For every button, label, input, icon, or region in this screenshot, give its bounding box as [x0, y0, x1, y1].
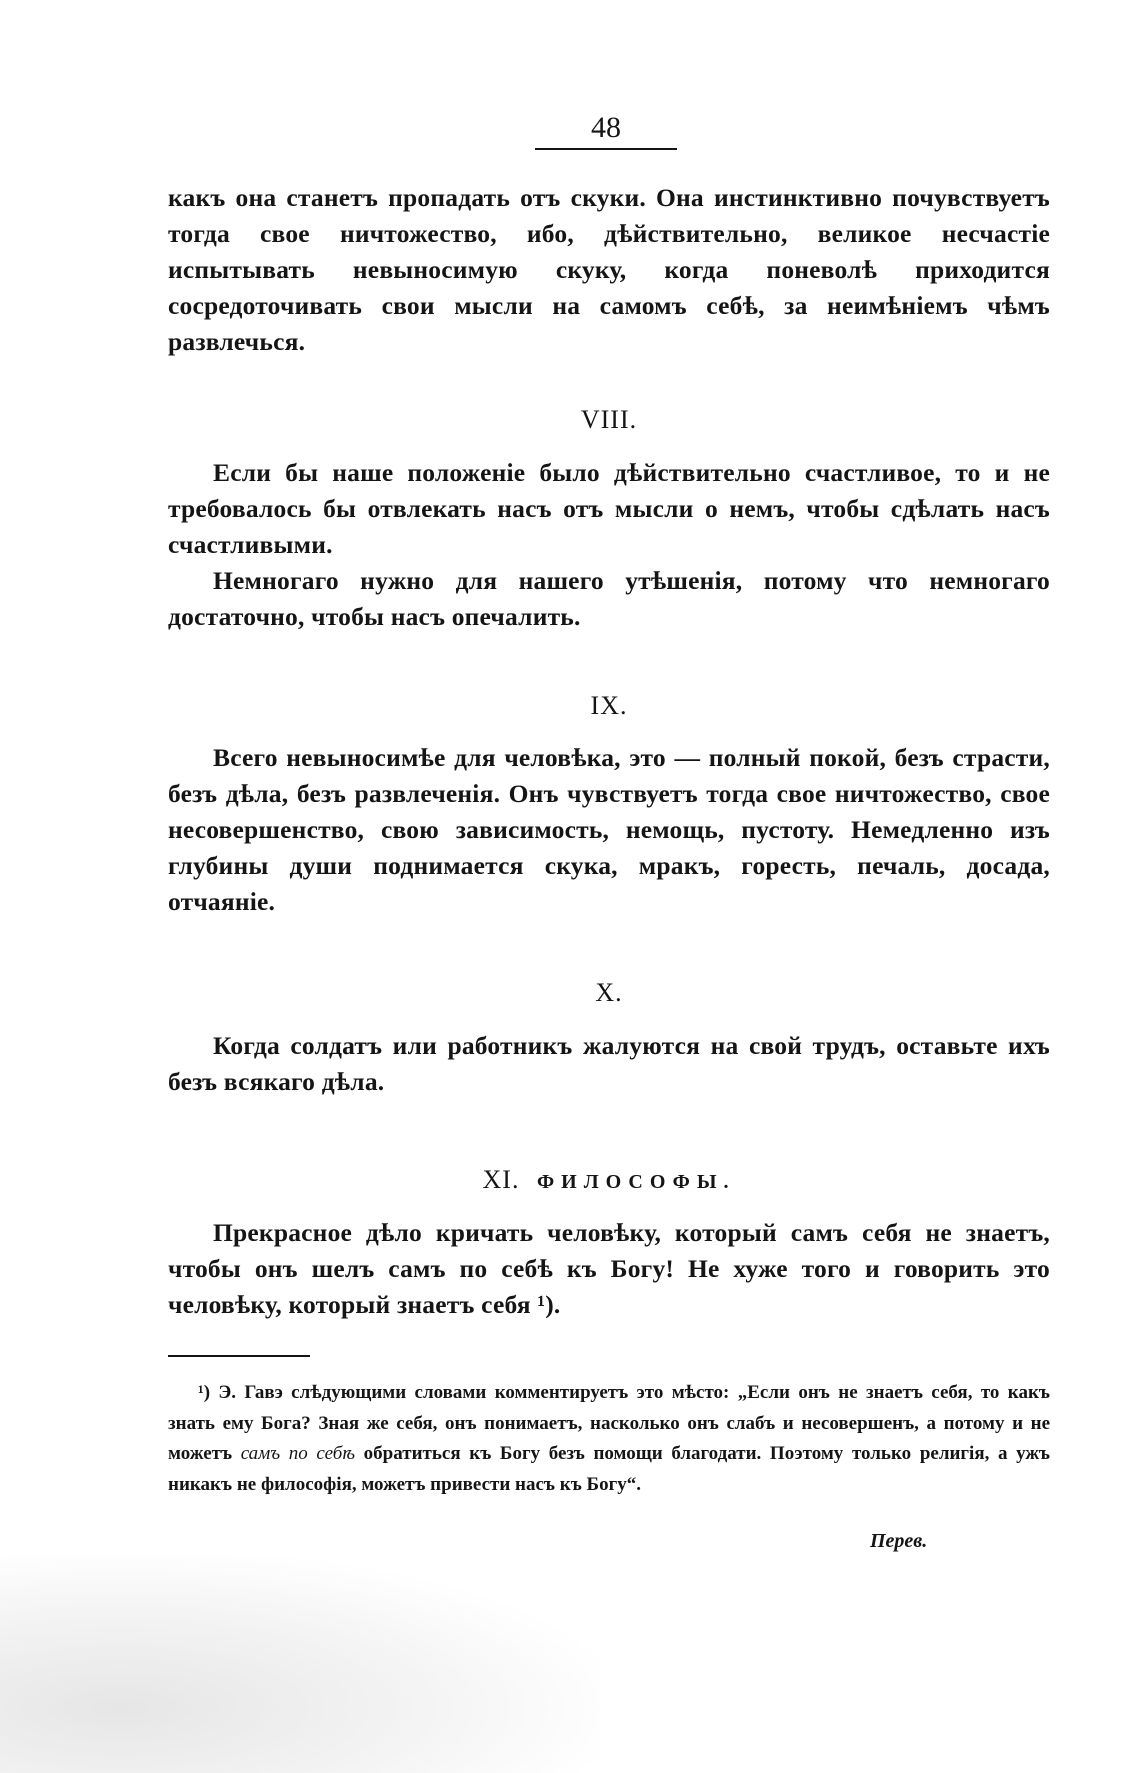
section-title-philosophers: ФИЛОСОФЫ. [536, 1171, 736, 1193]
footnote-italic: самъ по себѣ [240, 1443, 356, 1464]
footnote-divider [168, 1355, 310, 1357]
paragraph-continuation: какъ она станетъ пропадать отъ скуки. Она инстинктивно почувствуетъ тогда свое ничтожество, ибо, дѣйствительно, великое несчастіе испытывать невыносимую скуку, когда поневолѣ приходится сосредоточивать свои мысли на самомъ себѣ, за неимѣніемъ чѣмъ развлечься. [168, 183, 1050, 356]
paragraph-x: Когда солдатъ или работникъ жалуются на свой трудъ, оставьте ихъ безъ всякаго дѣла. [168, 1031, 1050, 1096]
footnote-text-part1: ¹) Э. Гавэ слѣдующими словами комментируетъ это мѣсто: „Если онъ не знаетъ себя, то какъ знать ему Бога? Зная же себя, онъ понимаетъ, насколько онъ слабъ и несовершенъ, а потому и не можетъ [168, 1382, 1050, 1464]
translator-signature: Перев. [870, 1530, 928, 1552]
section-heading-viii: VIII. [580, 405, 638, 434]
scan-stain [0, 1555, 600, 1773]
footnote [168, 1378, 1050, 1500]
paragraph-xi: Прекрасное дѣло кричать человѣку, который самъ себя не знаетъ, чтобы онъ шелъ самъ по себѣ къ Богу! Не хуже того и говорить это человѣку, который знаетъ себя ¹). [168, 1218, 1050, 1319]
section-heading-x: X. [595, 978, 623, 1007]
section-number-xi: XI. [482, 1165, 520, 1194]
paragraph-ix: Всего невыносимѣе для человѣка, это — полный покой, безъ страсти, безъ дѣла, безъ развлеченія. Онъ чувствуетъ тогда свое ничтожество, свое несовершенство, свою зависимость, немощь, пустоту. Немедленно изъ глубины души поднимается скука, мракъ, горесть, печаль, досада, отчаяніе. [168, 743, 1050, 916]
footnote-text-part2: обратиться къ Богу безъ помощи благодати. Поэтому только религія, а ужъ никакъ не философія, можетъ привести насъ къ Богу“. [168, 1443, 1050, 1495]
paragraph-viii-1: Если бы наше положеніе было дѣйствительно счастливое, то и не требовалось бы отвлекать насъ отъ мысли о немъ, чтобы сдѣлать насъ счастливыми. [168, 458, 1050, 559]
section-heading-xi [168, 1162, 1050, 1200]
section-heading-ix: IX. [590, 691, 628, 720]
page-number: 48 [535, 108, 677, 150]
paragraph-viii-2: Немногаго нужно для нашего утѣшенія, потому что немногаго достаточно, чтобы насъ опечалить. [168, 566, 1050, 631]
